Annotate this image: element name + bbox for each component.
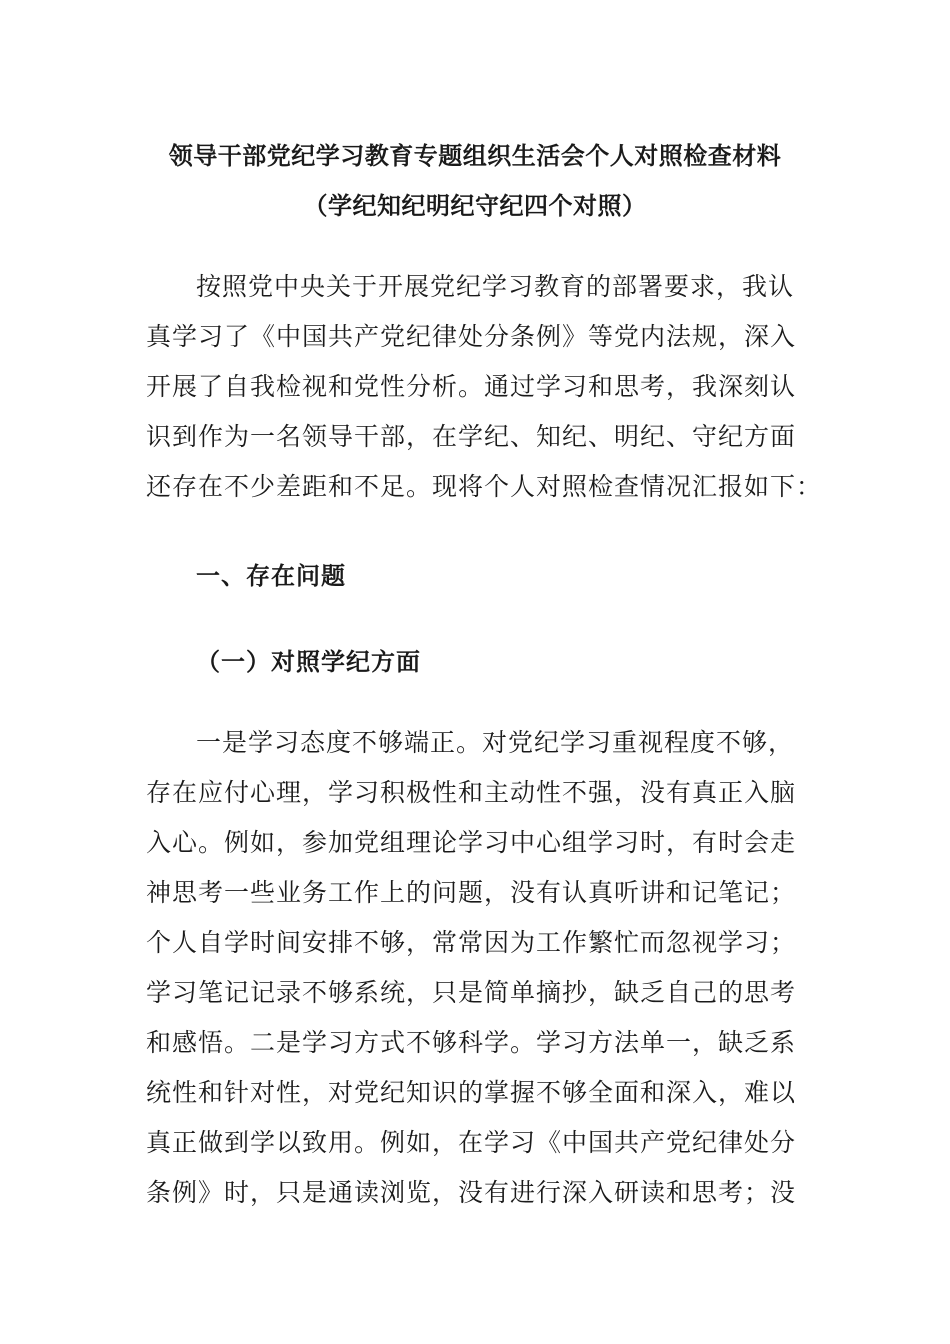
body-paragraph [146, 718, 806, 1218]
paragraph-line: 真正做到学以致用。例如，在学习《中国共产党纪律处分 [146, 1128, 797, 1157]
paragraph-line: 开展了自我检视和党性分析。通过学习和思考，我深刻认 [146, 372, 797, 401]
subsection-heading: （一）对照学纪方面 [196, 648, 421, 676]
paragraph-line: 识到作为一名领导干部，在学纪、知纪、明纪、守纪方面 [146, 422, 797, 451]
paragraph-line: 神思考一些业务工作上的问题，没有认真听讲和记笔记； [146, 878, 797, 907]
paragraph-line: 还存在不少差距和不足。现将个人对照检查情况汇报如下： [146, 472, 823, 501]
document-title: 领导干部党纪学习教育专题组织生活会个人对照检查材料 [168, 142, 782, 170]
paragraph-line: 入心。例如，参加党组理论学习中心组学习时，有时会走 [146, 828, 797, 857]
paragraph-line: 和感悟。二是学习方式不够科学。学习方法单一，缺乏系 [146, 1028, 797, 1057]
paragraph-line: 真学习了《中国共产党纪律处分条例》等党内法规，深入 [146, 322, 797, 351]
paragraph-line: 个人自学时间安排不够，常常因为工作繁忙而忽视学习； [146, 928, 797, 957]
paragraph-line: 一是学习态度不够端正。对党纪学习重视程度不够， [196, 728, 795, 757]
paragraph-line: 统性和针对性，对党纪知识的掌握不够全面和深入，难以 [146, 1078, 797, 1107]
paragraph-line: 条例》时，只是通读浏览，没有进行深入研读和思考；没 [146, 1178, 797, 1207]
paragraph-line: 学习笔记记录不够系统，只是简单摘抄，缺乏自己的思考 [146, 978, 797, 1007]
document-subtitle: （学纪知纪明纪守纪四个对照） [303, 192, 647, 220]
section-heading: 一、存在问题 [196, 562, 346, 590]
paragraph-line: 存在应付心理，学习积极性和主动性不强，没有真正入脑 [146, 778, 797, 807]
intro-paragraph [146, 262, 823, 512]
paragraph-line: 按照党中央关于开展党纪学习教育的部署要求，我认 [196, 272, 795, 301]
